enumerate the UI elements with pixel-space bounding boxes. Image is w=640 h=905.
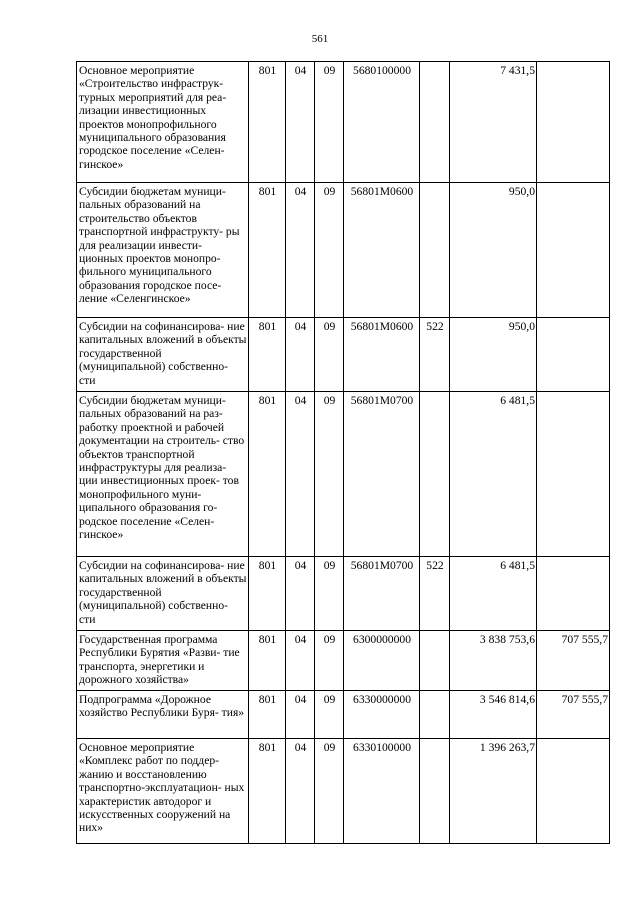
amount-2 (537, 739, 610, 844)
subsection-code: 09 (315, 392, 344, 557)
section-code: 04 (286, 318, 315, 392)
target-article-code: 56801М0700 (344, 557, 420, 631)
ministry-code: 801 (249, 62, 286, 183)
ministry-code: 801 (249, 739, 286, 844)
amount-1: 950,0 (450, 183, 537, 318)
expense-type-code (420, 739, 450, 844)
table-body (77, 62, 610, 844)
amount-2 (537, 557, 610, 631)
table-row (77, 318, 610, 392)
ministry-code: 801 (249, 631, 286, 691)
row-name: Субсидии на софинансирова- ние капитальных вложений в объекты государственной (муниципальной) собственно- сти (77, 557, 249, 631)
section-code: 04 (286, 557, 315, 631)
expense-type-code: 522 (420, 318, 450, 392)
row-name: Субсидии бюджетам муници- пальных образований на раз- работку проектной и рабочей документации на строитель- ство объектов транспортной инфраструктуры для реализа- ции инвестиционных проек- тов монопрофильного муни- ципального образования го- родское поселение «Селен- гинское» (77, 392, 249, 557)
ministry-code: 801 (249, 392, 286, 557)
target-article-code: 56801М0600 (344, 183, 420, 318)
amount-1: 3 546 814,6 (450, 691, 537, 739)
row-name: Основное мероприятие «Строительство инфраструк- турных мероприятий для реа- лизации инвестиционных проектов монопрофильного муниципального образования городское поселение «Селен- гинское» (77, 62, 249, 183)
ministry-code: 801 (249, 691, 286, 739)
amount-1: 1 396 263,7 (450, 739, 537, 844)
target-article-code: 5680100000 (344, 62, 420, 183)
section-code: 04 (286, 739, 315, 844)
target-article-code: 6300000000 (344, 631, 420, 691)
row-name: Субсидии бюджетам муници- пальных образований на строительство объектов транспортной инфраструкту- ры для реализации инвести- ционных проектов монопро- фильного муниципального образования городское посе- ление «Селенгинское» (77, 183, 249, 318)
table-row (77, 392, 610, 557)
budget-table (76, 61, 610, 844)
target-article-code: 56801М0700 (344, 392, 420, 557)
amount-1: 6 481,5 (450, 557, 537, 631)
subsection-code: 09 (315, 183, 344, 318)
subsection-code: 09 (315, 739, 344, 844)
target-article-code: 6330000000 (344, 691, 420, 739)
table-row (77, 691, 610, 739)
subsection-code: 09 (315, 318, 344, 392)
subsection-code: 09 (315, 62, 344, 183)
amount-2: 707 555,7 (537, 631, 610, 691)
row-name: Подпрограмма «Дорожное хозяйство Республики Буря- тия» (77, 691, 249, 739)
ministry-code: 801 (249, 318, 286, 392)
expense-type-code (420, 631, 450, 691)
target-article-code: 56801М0600 (344, 318, 420, 392)
amount-2 (537, 392, 610, 557)
ministry-code: 801 (249, 557, 286, 631)
subsection-code: 09 (315, 631, 344, 691)
amount-2: 707 555,7 (537, 691, 610, 739)
expense-type-code (420, 183, 450, 318)
target-article-code: 6330100000 (344, 739, 420, 844)
section-code: 04 (286, 691, 315, 739)
amount-1: 3 838 753,6 (450, 631, 537, 691)
ministry-code: 801 (249, 183, 286, 318)
expense-type-code (420, 691, 450, 739)
expense-type-code (420, 62, 450, 183)
amount-1: 7 431,5 (450, 62, 537, 183)
table-row (77, 631, 610, 691)
row-name: Субсидии на софинансирова- ние капитальных вложений в объекты государственной (муниципальной) собственно- сти (77, 318, 249, 392)
amount-2 (537, 183, 610, 318)
row-name: Основное мероприятие «Комплекс работ по поддер- жанию и восстановлению транспортно-эксплуатацион- ных характеристик автодорог и искусственных сооружений на них» (77, 739, 249, 844)
section-code: 04 (286, 62, 315, 183)
table-row (77, 62, 610, 183)
section-code: 04 (286, 183, 315, 318)
table-row (77, 183, 610, 318)
page-number: 561 (311, 33, 329, 45)
amount-2 (537, 318, 610, 392)
expense-type-code: 522 (420, 557, 450, 631)
expense-type-code (420, 392, 450, 557)
row-name: Государственная программа Республики Бурятия «Разви- тие транспорта, энергетики и дорожного хозяйства» (77, 631, 249, 691)
table-row (77, 739, 610, 844)
section-code: 04 (286, 631, 315, 691)
section-code: 04 (286, 392, 315, 557)
amount-1: 6 481,5 (450, 392, 537, 557)
subsection-code: 09 (315, 557, 344, 631)
amount-1: 950,0 (450, 318, 537, 392)
amount-2 (537, 62, 610, 183)
subsection-code: 09 (315, 691, 344, 739)
table-row (77, 557, 610, 631)
